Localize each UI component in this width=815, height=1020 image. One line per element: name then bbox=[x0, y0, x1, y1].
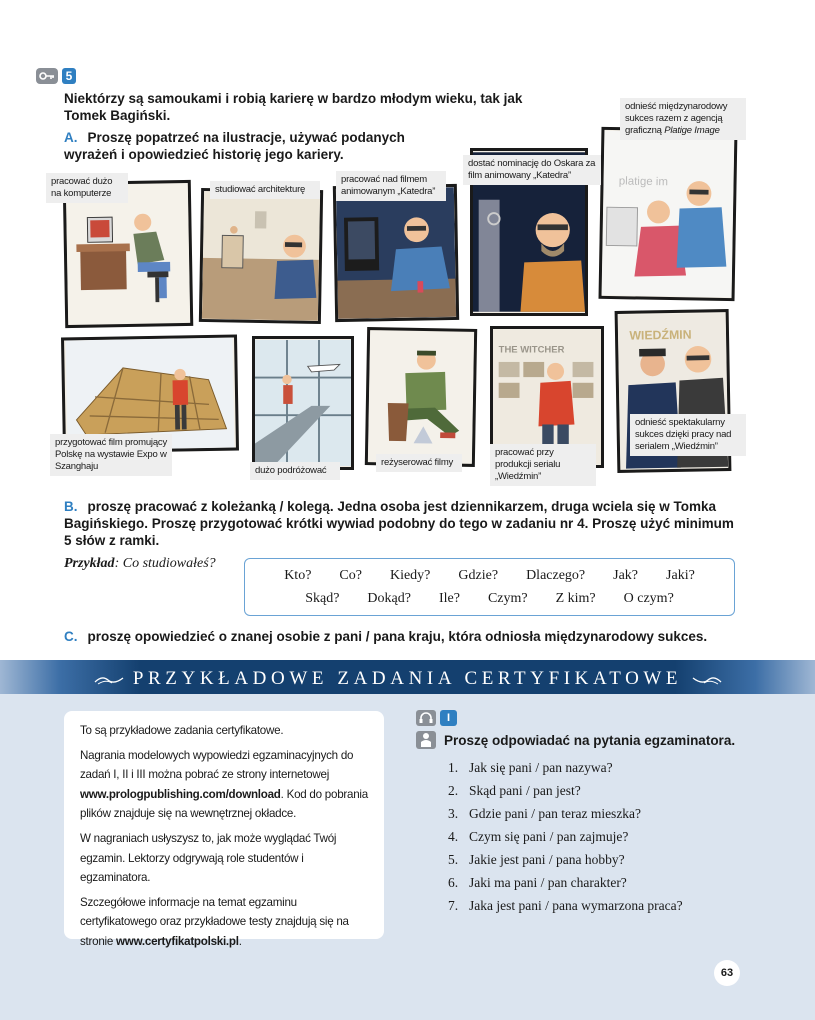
question-words-box bbox=[244, 558, 735, 616]
witcher-sign: THE WITCHER bbox=[498, 344, 565, 356]
exam-question bbox=[448, 760, 683, 783]
person-speaking-icon bbox=[416, 731, 436, 749]
task-c bbox=[64, 629, 707, 644]
illustration-architecture bbox=[202, 191, 320, 321]
comic-panel-architecture bbox=[199, 188, 323, 324]
caption-architecture: studiować architekturę bbox=[210, 181, 320, 199]
question-word: Gdzie? bbox=[458, 568, 499, 583]
illustration-katedra-work bbox=[336, 187, 456, 319]
caption-katedra-work: pracować nad filmem animowanym „Katedra” bbox=[336, 171, 446, 201]
exam-question bbox=[448, 783, 683, 806]
platige-sign: platige im bbox=[618, 175, 669, 189]
certificate-task-icons bbox=[416, 710, 457, 726]
question-number: 3. bbox=[448, 806, 459, 821]
task-c-text: proszę opowiedzieć o znanej osobie z pani / pana kraju, która odniosła międzynarodowy sukces. bbox=[87, 629, 708, 644]
info-p1: To są przykładowe zadania certyfikatowe. bbox=[80, 724, 284, 737]
headphones-icon bbox=[416, 710, 436, 726]
task-a-letter: A. bbox=[64, 130, 78, 145]
exam-question bbox=[448, 852, 683, 875]
caption-platige bbox=[620, 98, 746, 140]
example-label: Przykład bbox=[64, 556, 115, 571]
page-number: 63 bbox=[714, 960, 740, 986]
caption-oscar: dostać nominację do Oskara za film animowany „Katedra” bbox=[463, 155, 601, 185]
wiedzmin-sign: WIEDŹMIN bbox=[629, 327, 692, 343]
question-word: Kiedy? bbox=[389, 568, 431, 583]
caption-travel: dużo podróżować bbox=[250, 462, 340, 480]
info-p4 bbox=[80, 893, 368, 952]
question-word: Czym? bbox=[487, 591, 528, 606]
task-a bbox=[64, 129, 454, 163]
key-icon bbox=[36, 68, 58, 84]
question-word: Kto? bbox=[284, 568, 312, 583]
question-word: Co? bbox=[339, 568, 362, 583]
caption-computer: pracować dużo na komputerze bbox=[46, 173, 128, 203]
question-words-row-1 bbox=[245, 568, 734, 584]
task-b-text: proszę pracować z koleżanką / kolegą. Jedna osoba jest dziennikarzem, druga wciela się w Tomka Bagińskiego. Proszę przygotować krótki wywiad podobny do tego w zadaniu nr 4. Proszę użyć minimum 5 słów z ramki. bbox=[64, 499, 734, 548]
comic-panel-travel bbox=[252, 336, 354, 470]
question-text: Jakie jest pani / pana hobby? bbox=[469, 852, 625, 867]
caption-witcher: pracować przy produkcji serialu „Wiedźmin” bbox=[490, 444, 596, 486]
question-text: Czym się pani / pan zajmuje? bbox=[469, 829, 629, 844]
question-number: 1. bbox=[448, 760, 459, 775]
example bbox=[64, 556, 216, 572]
question-word: Dlaczego? bbox=[526, 568, 586, 583]
certificate-band-title bbox=[0, 668, 815, 690]
question-number: 6. bbox=[448, 875, 459, 890]
example-text: : Co studiowałeś? bbox=[114, 556, 216, 571]
info-p2-text-end: . Kod do pobrania plików znajduje się na wewnętrznej okładce. bbox=[80, 787, 368, 821]
caption-expo: przygotować film promujący Polskę na wystawie Expo w Szanghaju bbox=[50, 434, 172, 476]
certificate-info-box bbox=[64, 711, 384, 948]
exercise-intro: Niektórzy są samoukami i robią karierę w bardzo młodym wieku, tak jak Tomek Bagiński. bbox=[64, 91, 523, 123]
question-word: Jaki? bbox=[666, 568, 695, 583]
task-c-letter: C. bbox=[64, 629, 78, 644]
download-link[interactable]: www.prologpublishing.com/download bbox=[80, 787, 281, 801]
certificate-task-number: I bbox=[440, 710, 457, 726]
caption-platige-brand: Platige Image bbox=[664, 125, 720, 136]
question-text: Jak się pani / pan nazywa? bbox=[469, 760, 613, 775]
illustration-platige bbox=[602, 130, 735, 298]
info-p3: W nagraniach usłyszysz to, jak może wyglądać Twój egzamin. Lektorzy odgrywają role studentów i egzaminatora. bbox=[80, 831, 337, 885]
exercise-number: 5 bbox=[62, 68, 76, 84]
comic-panel-platige bbox=[599, 127, 738, 301]
certyfikat-link[interactable]: www.certyfikatpolski.pl bbox=[116, 934, 239, 948]
exercise-header-icons bbox=[36, 68, 76, 84]
question-number: 2. bbox=[448, 783, 459, 798]
question-words-row-2 bbox=[245, 591, 734, 607]
ornament-left-icon bbox=[94, 674, 124, 686]
question-word: Z kim? bbox=[555, 591, 596, 606]
question-word: Dokąd? bbox=[367, 591, 411, 606]
question-text: Jaka jest pani / pana wymarzona praca? bbox=[469, 898, 683, 913]
certificate-instruction: Proszę odpowiadać na pytania egzaminatora. bbox=[444, 733, 736, 748]
info-p4-text: Szczegółowe informacje na temat egzaminu certyfikatowego oraz przykładowe testy znajdują się na stronie bbox=[80, 895, 349, 948]
question-text: Jaki ma pani / pan charakter? bbox=[469, 875, 627, 890]
question-number: 5. bbox=[448, 852, 459, 867]
question-word: Ile? bbox=[438, 591, 460, 606]
info-p4-text-end: . bbox=[238, 934, 242, 948]
illustration-directing bbox=[368, 330, 474, 464]
exam-question bbox=[448, 829, 683, 852]
question-text: Gdzie pani / pan teraz mieszka? bbox=[469, 806, 642, 821]
info-p2 bbox=[80, 746, 368, 824]
question-word: O czym? bbox=[623, 591, 674, 606]
caption-wiedzmin: odnieść spektakularny sukces dzięki pracy nad serialem „Wiedźmin” bbox=[630, 414, 746, 456]
exam-question bbox=[448, 898, 683, 921]
task-a-text: Proszę popatrzeć na ilustracje, używać podanych wyrażeń i opowiedzieć historię jego kariery. bbox=[64, 130, 405, 162]
exam-question bbox=[448, 875, 683, 898]
question-word: Jak? bbox=[613, 568, 639, 583]
question-word: Skąd? bbox=[305, 591, 340, 606]
band-title-text: PRZYKŁADOWE ZADANIA CERTYFIKATOWE bbox=[132, 668, 683, 689]
exam-question bbox=[448, 806, 683, 829]
illustration-computer bbox=[66, 183, 190, 325]
exam-questions bbox=[448, 760, 683, 921]
ornament-right-icon bbox=[692, 674, 722, 686]
question-number: 4. bbox=[448, 829, 459, 844]
task-b-letter: B. bbox=[64, 499, 78, 514]
illustration-travel bbox=[255, 339, 351, 467]
task-b bbox=[64, 498, 744, 549]
comic-panel-directing bbox=[365, 327, 477, 467]
caption-platige-text: odnieść międzynarodowy sukces razem z agencją graficzną bbox=[625, 101, 728, 136]
caption-directing: reżyserować filmy bbox=[376, 454, 462, 472]
comic-panel-katedra-work bbox=[333, 184, 459, 322]
question-number: 7. bbox=[448, 898, 459, 913]
info-p2-text: Nagrania modelowych wypowiedzi egzaminacyjnych do zadań I, II i III można pobrać ze strony internetowej bbox=[80, 748, 354, 782]
question-text: Skąd pani / pan jest? bbox=[469, 783, 581, 798]
